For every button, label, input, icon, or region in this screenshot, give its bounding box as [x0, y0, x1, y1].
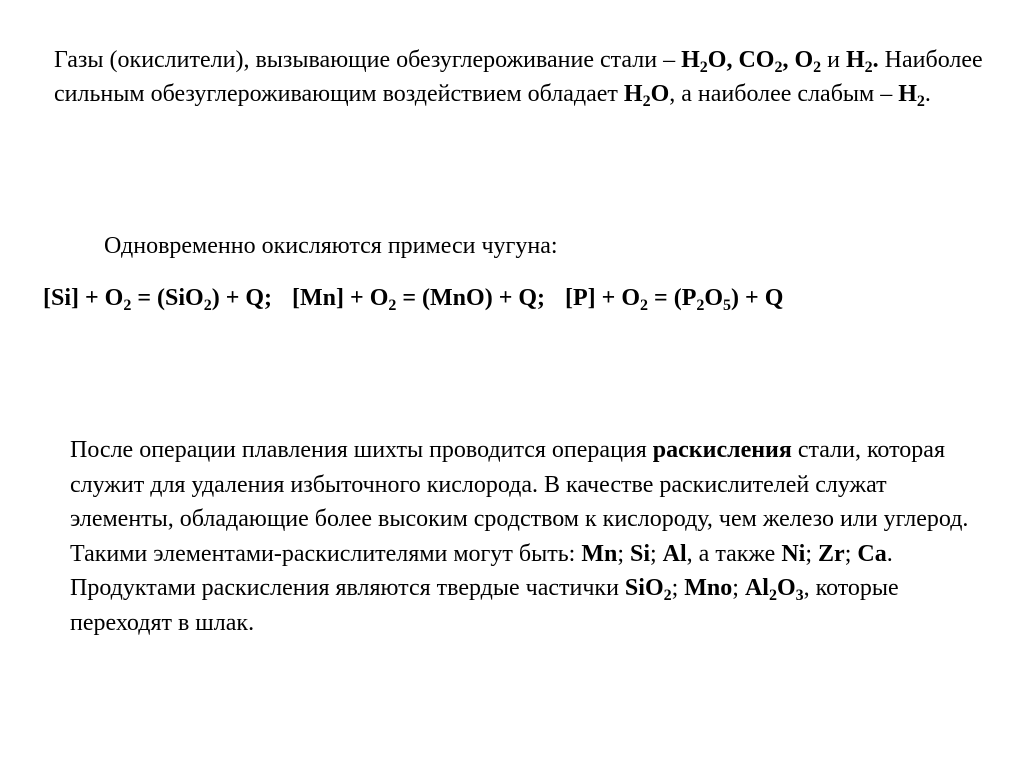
paragraph-oxidizing-gases: Газы (окислители), вызывающие обезуглероживание стали – $H_2O$, $CO_2$, $O_2$ и $H_2$. Наиболее сильным обезуглероживающим воздействием обладает $H_2O$, а наиболее слабым – $H_2$. — [54, 47, 983, 110]
element-ca: Ca — [857, 540, 887, 567]
element-ni: Ni — [781, 540, 806, 567]
formula-h2o-strongest: $H_2O$ — [623, 81, 670, 110]
paragraph-deoxidation: После операции плавления шихты проводится операция раскисления стали, которая служит для удаления избыточного кислорода. В качестве раскислителей служат элементы, обладающие более высоким сродством к кислороду, чем железо или углерод. Такими элементами-раскислителями могут быть: Mn; Si; Al, а также Ni; Zr; Ca. Продуктами раскисления являются твердые частички SiO$_2$; Mno; $Al_2O_3$, которые переходят в шлак. — [70, 437, 969, 636]
text: Газы (окислители), вызывающие обезуглероживание стали – — [54, 47, 682, 73]
product-mno: Mno — [684, 575, 733, 601]
product-sio2: SiO$_2$ — [624, 575, 672, 604]
equation-si: $[Si] + O_2 = (SiO_2) + Q$; — [43, 285, 273, 314]
paragraph-impurities-intro: Одновременно окисляются примеси чугуна: — [104, 233, 558, 259]
formula-o2: $O_2$ — [794, 47, 822, 76]
formula-h2-weakest: $H_2$ — [898, 81, 925, 110]
element-al: Al — [662, 540, 687, 567]
formula-h2: $H_2$. — [845, 47, 879, 76]
formula-h2o: $H_2O$, $CO_2$, — [681, 47, 789, 76]
element-mn: Mn — [581, 540, 618, 567]
element-zr: Zr — [818, 540, 845, 567]
element-si: Si — [629, 540, 650, 567]
text: Наиболее сильным обезуглероживающим воздействием обладает — [54, 47, 983, 107]
equations-line — [43, 281, 783, 315]
text: , а наиболее слабым – — [669, 81, 899, 107]
text: и — [821, 47, 846, 73]
equation-p: $[P] + O_2 = (P_2O_5) + Q$ — [565, 285, 784, 314]
equation-mn: $[Mn] + O_2 = (MnO) + Q$; — [292, 285, 546, 314]
product-al2o3: $Al_2O_3$ — [744, 575, 804, 604]
term-deoxidation: раскисления — [652, 437, 792, 463]
